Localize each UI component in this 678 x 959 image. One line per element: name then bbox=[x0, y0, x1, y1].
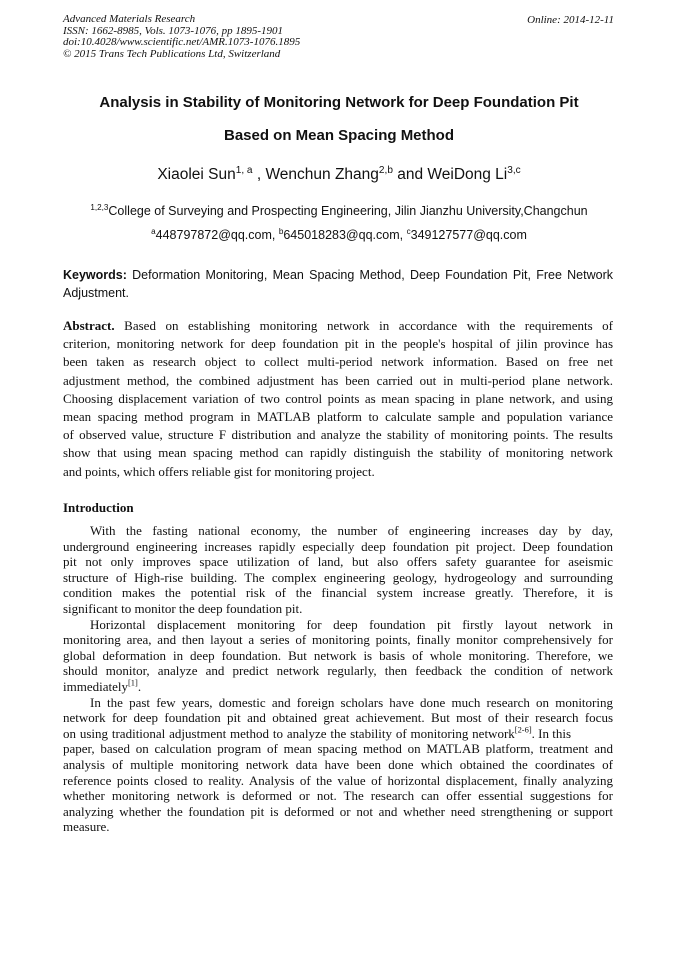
email-sup: b bbox=[278, 226, 284, 236]
author-sup: 3,c bbox=[507, 164, 521, 176]
paragraph-line: reference points closed to reality. Analysis of the value of horizontal displacement, finally analyzing bbox=[63, 772, 613, 788]
paragraph-line: network for deep foundation pit and obtained great achievement. But most of their research focus bbox=[63, 710, 613, 726]
emails bbox=[0, 228, 678, 242]
paragraph-line: analysis of multiple monitoring network data have been done which obtained the coordinates of bbox=[63, 756, 613, 772]
abstract-line: Choosing displacement variation of two control points as mean spacing in plane network, and using bbox=[63, 390, 613, 406]
author-name: WeiDong Li bbox=[427, 166, 508, 183]
abstract-line: of observed value, structure F distribution and analyze the stability of monitoring points. The results bbox=[63, 427, 613, 443]
author-separator: and bbox=[392, 166, 428, 183]
abstract-line: criterion, monitoring network for deep foundation pit in the people's hospital of jilin province has bbox=[63, 336, 613, 352]
author-sup: 1, a bbox=[235, 164, 253, 176]
email[interactable]: 448797872@qq.com, bbox=[155, 228, 279, 242]
paragraph-line bbox=[63, 679, 613, 695]
paragraph-line: underground engineering increases rapidly especially deep foundation pit project. Deep foundation bbox=[63, 538, 613, 554]
issn: ISSN: 1662-8985, Vols. 1073-1076, pp 1895-1901 bbox=[63, 24, 283, 37]
paragraph-line: condition makes the potential risk of the financial system increase greatly. Therefore, it is bbox=[63, 585, 613, 601]
paper-title-line-2: Based on Mean Spacing Method bbox=[223, 127, 455, 144]
citation-ref[interactable]: [2-6] bbox=[514, 724, 532, 735]
abstract-line: and points, which offers reliable gist for monitoring project. bbox=[63, 463, 375, 479]
authors bbox=[0, 166, 678, 184]
paragraph-text: on using traditional adjustment method to analyze the stability of monitoring network bbox=[63, 725, 515, 741]
paragraph-line: paper, based on calculation program of mean spacing method on MATLAB platform, treatment and bbox=[63, 741, 613, 757]
paragraph-line: should monitor, analyze and predict network regularly, then feedback the condition of network bbox=[63, 663, 613, 679]
paragraph-line: Horizontal displacement monitoring for deep foundation pit firstly layout network in bbox=[90, 616, 613, 632]
abstract-line: adjustment method, the combined adjustment has been carried out in multi-period plane network. bbox=[63, 372, 613, 388]
abstract-text: Based on establishing monitoring network in accordance with the requirements of bbox=[114, 318, 613, 333]
abstract bbox=[63, 317, 613, 481]
doi: doi:10.4028/www.scientific.net/AMR.1073-1076.1895 bbox=[63, 36, 301, 48]
copyright: © 2015 Trans Tech Publications Ltd, Switzerland bbox=[63, 47, 281, 60]
affiliation bbox=[0, 204, 678, 218]
journal-name: Advanced Materials Research bbox=[63, 13, 196, 25]
introduction-body bbox=[63, 523, 613, 835]
paragraph-line: pit not only improves space utilization of land, but also offers safety guarantee for aseismic bbox=[63, 554, 613, 570]
paragraph-line: structure of High-rise building. The complex engineering geology, hydrogeology and surrounding bbox=[63, 569, 613, 585]
author-name: Xiaolei Sun bbox=[157, 166, 236, 183]
abstract-line: been taken as research object to collect multi-period network information. Based on free net bbox=[63, 354, 613, 370]
author-name: Wenchun Zhang bbox=[265, 166, 379, 183]
keywords-text: Deformation Monitoring, Mean Spacing Method, Deep Foundation Pit, Free Network Adjustment. bbox=[63, 268, 613, 300]
affiliation-text: College of Surveying and Prospecting Engineering, Jilin Jianzhu University,Changchun bbox=[108, 204, 588, 218]
paragraph-text: . bbox=[137, 678, 142, 694]
paragraph-line: With the fasting national economy, the number of engineering increases day by day, bbox=[90, 523, 613, 538]
abstract-line: mean spacing method program in MATLAB platform to calculate sample and population variance bbox=[63, 408, 613, 424]
keywords bbox=[63, 266, 613, 302]
abstract-line bbox=[63, 317, 613, 335]
affiliation-sup: 1,2,3 bbox=[90, 202, 109, 212]
email-sup: a bbox=[151, 226, 156, 236]
paragraph-line: measure. bbox=[63, 819, 110, 835]
paragraph-line bbox=[63, 726, 613, 742]
author-separator: , bbox=[252, 166, 266, 183]
citation-ref[interactable]: [1] bbox=[127, 677, 138, 688]
author-sup: 2,b bbox=[378, 164, 393, 176]
section-heading-introduction: Introduction bbox=[63, 500, 134, 515]
keywords-label: Keywords: bbox=[63, 268, 127, 282]
paragraph-line: analyzing whether the foundation pit is deformed or not and whether need strengthening or support bbox=[63, 803, 613, 819]
paragraph-line: whether monitoring network is deformed or not. The research can offer essential suggestions for bbox=[63, 788, 613, 804]
abstract-label: Abstract. bbox=[63, 318, 115, 333]
paragraph-text: immediately bbox=[63, 678, 128, 694]
email-sup: c bbox=[406, 226, 411, 236]
paragraph-line: monitoring area, and then layout a series of monitoring points, finally monitor comprehensively for bbox=[63, 632, 613, 648]
online-date: Online: 2014-12-11 bbox=[527, 14, 614, 26]
journal-header bbox=[63, 14, 300, 60]
paragraph-text: . In this bbox=[531, 725, 572, 741]
paper-title-line-1: Analysis in Stability of Monitoring Network for Deep Foundation Pit bbox=[99, 94, 579, 111]
paragraph-line: significant to monitor the deep foundation pit. bbox=[63, 600, 303, 616]
email[interactable]: 645018283@qq.com, bbox=[283, 228, 407, 242]
paragraph-line: global deformation in deep foundation. But network is basis of whole monitoring. Therefore, we bbox=[63, 647, 613, 663]
paragraph-line: In the past few years, domestic and foreign scholars have done much research on monitoring bbox=[90, 694, 613, 710]
abstract-line: show that using mean spacing method can rapidly distinguish the stability of monitoring network bbox=[63, 445, 613, 461]
email[interactable]: 349127577@qq.com bbox=[410, 228, 527, 242]
